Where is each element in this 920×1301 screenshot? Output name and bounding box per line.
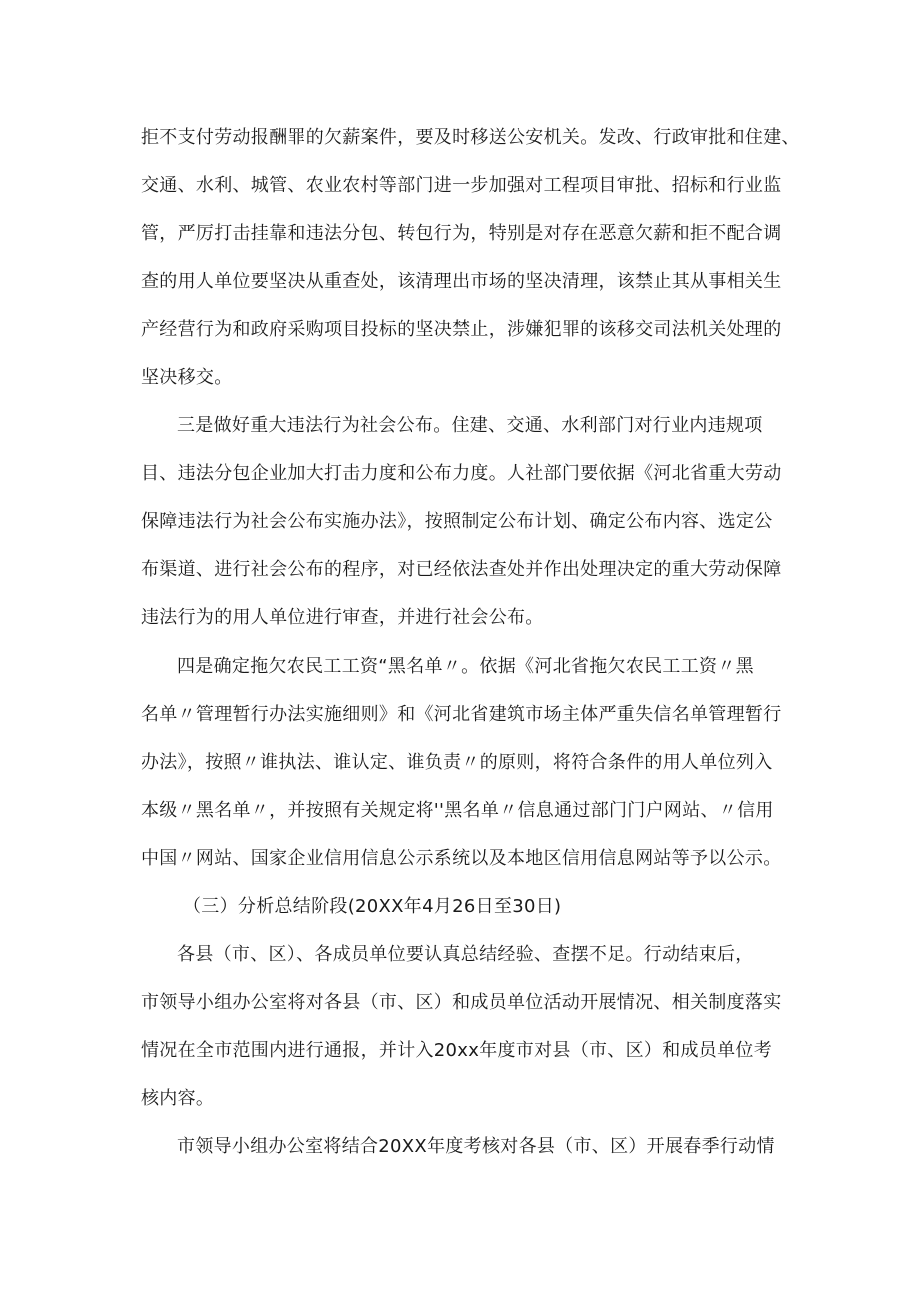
section-heading: （三）分析总结阶段(20XX年4月26日至30日) (183, 896, 562, 917)
paragraph-line: 查的用人单位要坚决从重查处，该清理出市场的坚决清理，该禁止其从事相关生 (141, 271, 782, 292)
paragraph-line: 违法行为的用人单位进行审查，并进行社会公布。 (141, 607, 544, 628)
paragraph-line: 各县（市、区）、各成员单位要认真总结经验、查摆不足。行动结束后， (177, 944, 754, 965)
paragraph-line: 情况在全市范围内进行通报，并计入20xx年度市对县（市、区）和成员单位考 (141, 1040, 773, 1061)
paragraph-line: 本级〃黑名单〃，并按照有关规定将''黑名单〃信息通过部门门户网站、〃信用 (141, 800, 774, 821)
paragraph-line: 交通、水利、城管、农业农村等部门进一步加强对工程项目审批、招标和行业监 (141, 175, 782, 196)
paragraph-line: 管，严厉打击挂靠和违法分包、转包行为，特别是对存在恶意欠薪和拒不配合调 (141, 223, 782, 244)
paragraph-line: 坚决移交。 (141, 367, 233, 388)
paragraph-line: 名单〃管理暂行办法实施细则》和《河北省建筑市场主体严重失信名单管理暂行 (141, 704, 782, 725)
paragraph-line: 核内容。 (141, 1088, 215, 1109)
paragraph-line: 三是做好重大违法行为社会公布。住建、交通、水利部门对行业内违规项 (177, 415, 763, 436)
paragraph-line: 产经营行为和政府采购项目投标的坚决禁止，涉嫌犯罪的该移交司法机关处理的 (141, 319, 782, 340)
paragraph-line: 办法》，按照〃谁执法、谁认定、谁负责〃的原则，将符合条件的用人单位列入 (141, 752, 773, 773)
paragraph-line: 中国〃网站、国家企业信用信息公示系统以及本地区信用信息网站等予以公示。 (141, 848, 782, 869)
paragraph-line: 四是确定拖欠农民工工资“黑名单〃。依据《河北省拖欠农民工工资〃黑 (177, 656, 754, 677)
paragraph-line: 目、违法分包企业加大打击力度和公布力度。人社部门要依据《河北省重大劳动 (141, 463, 782, 484)
paragraph-line: 布渠道、进行社会公布的程序，对已经依法查处并作出处理决定的重大劳动保障 (141, 559, 782, 580)
paragraph-line: 拒不支付劳动报酬罪的欠薪案件，要及时移送公安机关。发改、行政审批和住建、 (141, 127, 800, 148)
paragraph-line: 市领导小组办公室将对各县（市、区）和成员单位活动开展情况、相关制度落实 (141, 992, 782, 1013)
paragraph-line: 保障违法行为社会公布实施办法》，按照制定公布计划、确定公布内容、选定公 (141, 511, 773, 532)
paragraph-line: 市领导小组办公室将结合20XX年度考核对各县（市、区）开展春季行动情 (177, 1136, 775, 1157)
